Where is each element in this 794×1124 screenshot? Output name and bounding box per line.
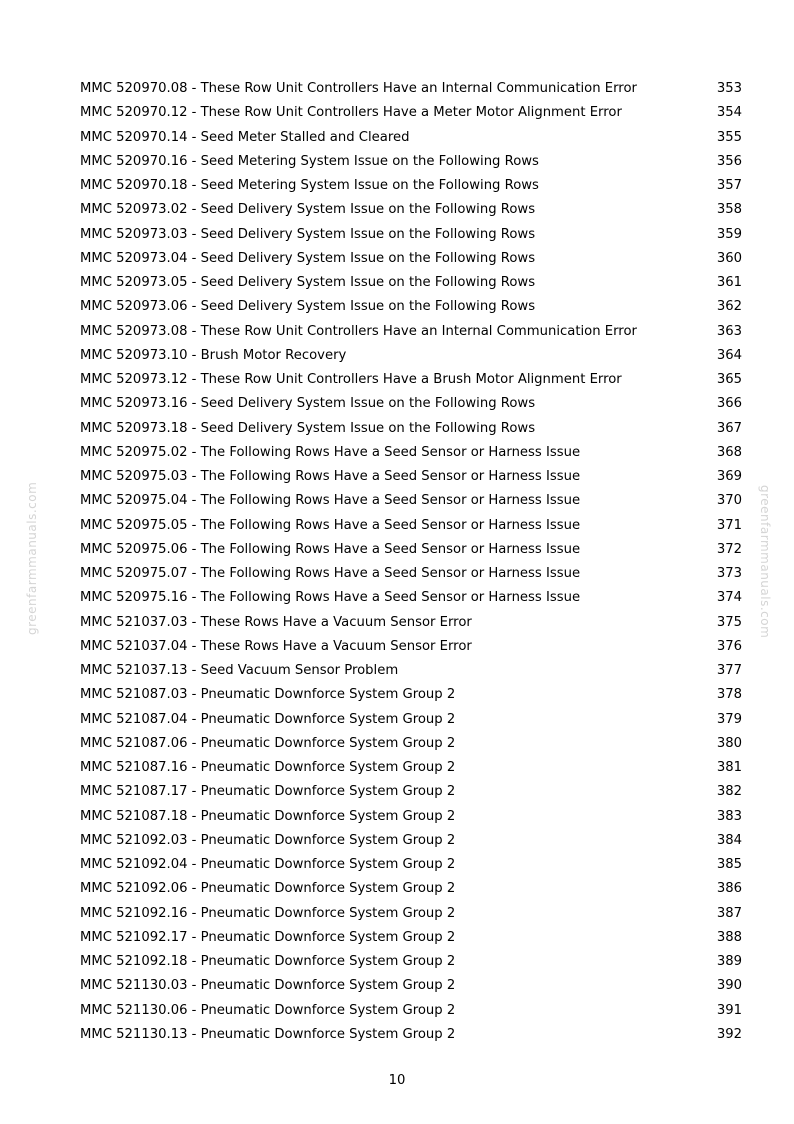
toc-entry[interactable] — [80, 441, 742, 465]
toc-entry-title[interactable]: MMC 520970.18 - Seed Metering System Issue on the Following Rows — [80, 178, 539, 193]
toc-entry-page-number[interactable]: 354 — [716, 105, 742, 121]
toc-entry[interactable] — [80, 368, 742, 392]
toc-entry[interactable] — [80, 1023, 742, 1047]
page-number: 10 — [388, 1073, 406, 1088]
toc-entry-title[interactable]: MMC 520973.02 - Seed Delivery System Issue on the Following Rows — [80, 202, 536, 218]
watermark-right: greenfarmmanuals.com — [758, 485, 772, 639]
toc-entry[interactable] — [80, 635, 742, 659]
toc-entry[interactable] — [80, 514, 742, 538]
toc-entry-title[interactable]: MMC 520975.16 - The Following Rows Have a Seed Sensor or Harness Issue — [80, 590, 581, 606]
toc-entry-page-number[interactable]: 367 — [716, 420, 742, 436]
toc-entry-title[interactable]: MMC 521087.03 - Pneumatic Downforce System Group 2 — [80, 687, 456, 703]
toc-entry-page-number[interactable]: 360 — [716, 250, 742, 266]
toc-entry-title[interactable]: MMC 520973.12 - These Row Unit Controllers Have a Brush Motor Alignment Error — [80, 372, 622, 387]
toc-entry[interactable] — [80, 562, 742, 586]
toc-entry[interactable] — [80, 150, 742, 174]
toc-entry-page-number[interactable]: 359 — [716, 226, 742, 242]
toc-entry-title[interactable]: MMC 521037.13 - Seed Vacuum Sensor Problem — [80, 663, 399, 678]
toc-entry-page-number[interactable]: 369 — [716, 469, 742, 484]
toc-entry-title[interactable]: MMC 521092.17 - Pneumatic Downforce System Group 2 — [80, 929, 456, 945]
toc-entry-title[interactable]: MMC 520973.18 - Seed Delivery System Issue on the Following Rows — [80, 420, 536, 436]
toc-entry-page-number[interactable]: 381 — [716, 760, 742, 775]
toc-entry[interactable] — [80, 829, 742, 853]
toc-entry[interactable] — [80, 708, 742, 732]
toc-entry-title[interactable]: MMC 521087.06 - Pneumatic Downforce System Group 2 — [80, 735, 456, 751]
toc-entry-page-number[interactable]: 390 — [716, 978, 742, 994]
toc-entry-page-number[interactable]: 373 — [716, 566, 742, 581]
toc-entry-page-number[interactable]: 371 — [716, 517, 742, 533]
toc-entry-page-number[interactable]: 392 — [716, 1026, 742, 1042]
toc-entry-title[interactable]: MMC 520975.03 - The Following Rows Have a Seed Sensor or Harness Issue — [80, 469, 581, 484]
watermark-left: greenfarmmanuals.com — [25, 481, 39, 635]
toc-entry-title[interactable]: MMC 521092.16 - Pneumatic Downforce System Group 2 — [80, 905, 456, 921]
toc-entry-page-number[interactable]: 383 — [716, 808, 742, 824]
toc-entry[interactable] — [80, 174, 742, 198]
toc-entry-title[interactable]: MMC 521130.03 - Pneumatic Downforce System Group 2 — [80, 978, 456, 994]
toc-entry[interactable] — [80, 999, 742, 1023]
toc-entry-page-number[interactable]: 368 — [716, 444, 742, 460]
toc-entry[interactable] — [80, 974, 742, 998]
toc-entry[interactable] — [80, 392, 742, 416]
toc-entry-title[interactable]: MMC 521087.16 - Pneumatic Downforce System Group 2 — [80, 760, 456, 775]
toc-entry[interactable] — [80, 853, 742, 877]
toc-entry-title[interactable]: MMC 521092.18 - Pneumatic Downforce System Group 2 — [80, 954, 456, 969]
toc-entry-title[interactable]: MMC 520973.03 - Seed Delivery System Issue on the Following Rows — [80, 226, 536, 242]
toc-entry[interactable] — [80, 489, 742, 513]
toc-entry-title[interactable]: MMC 521037.04 - These Rows Have a Vacuum Sensor Error — [80, 638, 472, 654]
toc-entry[interactable] — [80, 271, 742, 295]
toc-entry-page-number[interactable]: 385 — [716, 857, 742, 872]
toc-entry-page-number[interactable]: 391 — [716, 1002, 742, 1018]
toc-entry-title[interactable]: MMC 520975.04 - The Following Rows Have a Seed Sensor or Harness Issue — [80, 493, 581, 509]
toc-entry-page-number[interactable]: 363 — [716, 323, 742, 339]
toc-entry-page-number[interactable]: 382 — [716, 784, 742, 800]
toc-entry[interactable] — [80, 126, 742, 150]
toc-entry-page-number[interactable]: 380 — [716, 735, 742, 751]
toc-entry[interactable] — [80, 877, 742, 901]
toc-entry[interactable] — [80, 465, 742, 489]
toc-entry[interactable] — [80, 756, 742, 780]
toc-entry[interactable] — [80, 77, 742, 101]
toc-entry-page-number[interactable]: 355 — [716, 129, 742, 145]
toc-entry[interactable] — [80, 780, 742, 804]
toc-entry-page-number[interactable]: 357 — [716, 178, 742, 193]
toc-entry[interactable] — [80, 344, 742, 368]
toc-entry-title[interactable]: MMC 520975.05 - The Following Rows Have a Seed Sensor or Harness Issue — [80, 517, 581, 533]
toc-entry-page-number[interactable]: 356 — [716, 153, 742, 169]
toc-entry[interactable] — [80, 950, 742, 974]
toc-entry[interactable] — [80, 198, 742, 222]
toc-entry[interactable] — [80, 417, 742, 441]
toc-entry-title[interactable]: MMC 520970.14 - Seed Meter Stalled and Cleared — [80, 129, 410, 145]
toc-entry-title[interactable]: MMC 521130.06 - Pneumatic Downforce System Group 2 — [80, 1002, 456, 1018]
toc-entry-title[interactable]: MMC 520975.02 - The Following Rows Have a Seed Sensor or Harness Issue — [80, 444, 581, 460]
toc-entry-title[interactable]: MMC 520975.06 - The Following Rows Have a Seed Sensor or Harness Issue — [80, 541, 581, 557]
toc-entry[interactable] — [80, 295, 742, 319]
toc-list — [80, 77, 742, 1047]
toc-entry-page-number[interactable]: 384 — [716, 832, 742, 848]
toc-entry-title[interactable]: MMC 521087.18 - Pneumatic Downforce System Group 2 — [80, 808, 456, 824]
toc-entry-page-number[interactable]: 379 — [716, 711, 742, 727]
toc-entry-page-number[interactable]: 386 — [716, 881, 742, 897]
toc-entry[interactable] — [80, 586, 742, 610]
toc-entry-title[interactable]: MMC 520973.08 - These Row Unit Controllers Have an Internal Communication Error — [80, 323, 637, 339]
toc-entry-title[interactable]: MMC 521087.04 - Pneumatic Downforce System Group 2 — [80, 711, 456, 727]
toc-entry-title[interactable]: MMC 520973.06 - Seed Delivery System Issue on the Following Rows — [80, 299, 536, 315]
toc-entry-title[interactable]: MMC 520973.05 - Seed Delivery System Issue on the Following Rows — [80, 275, 536, 290]
toc-entry-page-number[interactable]: 364 — [716, 347, 742, 363]
toc-entry[interactable] — [80, 732, 742, 756]
toc-entry-title[interactable]: MMC 520975.07 - The Following Rows Have a Seed Sensor or Harness Issue — [80, 566, 581, 581]
toc-entry-page-number[interactable]: 370 — [716, 493, 742, 509]
toc-entry-title[interactable]: MMC 521037.03 - These Rows Have a Vacuum Sensor Error — [80, 614, 472, 630]
toc-entry-page-number[interactable]: 376 — [716, 638, 742, 654]
toc-entry[interactable] — [80, 223, 742, 247]
toc-entry-title[interactable]: MMC 520970.16 - Seed Metering System Issue on the Following Rows — [80, 153, 539, 169]
toc-entry-page-number[interactable]: 375 — [716, 614, 742, 630]
toc-entry-title[interactable]: MMC 520973.10 - Brush Motor Recovery — [80, 347, 347, 363]
toc-entry[interactable] — [80, 659, 742, 683]
toc-entry-page-number[interactable]: 353 — [716, 81, 742, 96]
toc-entry-page-number[interactable]: 366 — [716, 396, 742, 412]
toc-entry-title[interactable]: MMC 520973.16 - Seed Delivery System Issue on the Following Rows — [80, 396, 536, 412]
toc-entry[interactable] — [80, 683, 742, 707]
toc-entry[interactable] — [80, 320, 742, 344]
toc-entry-page-number[interactable]: 387 — [716, 905, 742, 921]
toc-entry[interactable] — [80, 902, 742, 926]
toc-entry[interactable] — [80, 611, 742, 635]
toc-entry-title[interactable]: MMC 520970.08 - These Row Unit Controllers Have an Internal Communication Error — [80, 81, 637, 96]
toc-entry[interactable] — [80, 101, 742, 125]
toc-entry-page-number[interactable]: 362 — [716, 299, 742, 315]
toc-entry-page-number[interactable]: 388 — [716, 929, 742, 945]
toc-entry-title[interactable]: MMC 521092.06 - Pneumatic Downforce System Group 2 — [80, 881, 456, 897]
toc-entry-title[interactable]: MMC 520970.12 - These Row Unit Controllers Have a Meter Motor Alignment Error — [80, 105, 622, 121]
toc-entry-title[interactable]: MMC 521087.17 - Pneumatic Downforce System Group 2 — [80, 784, 456, 800]
toc-entry-page-number[interactable]: 389 — [716, 954, 742, 969]
toc-entry-page-number[interactable]: 378 — [716, 687, 742, 703]
toc-entry-page-number[interactable]: 358 — [716, 202, 742, 218]
toc-entry-page-number[interactable]: 361 — [716, 275, 742, 290]
toc-entry-title[interactable]: MMC 521092.03 - Pneumatic Downforce System Group 2 — [80, 832, 456, 848]
toc-entry[interactable] — [80, 247, 742, 271]
toc-entry-page-number[interactable]: 377 — [716, 663, 742, 678]
toc-entry-title[interactable]: MMC 521092.04 - Pneumatic Downforce System Group 2 — [80, 857, 456, 872]
toc-entry[interactable] — [80, 538, 742, 562]
toc-entry-page-number[interactable]: 374 — [716, 590, 742, 606]
toc-entry[interactable] — [80, 926, 742, 950]
toc-entry-page-number[interactable]: 372 — [716, 541, 742, 557]
toc-entry-title[interactable]: MMC 520973.04 - Seed Delivery System Issue on the Following Rows — [80, 250, 536, 266]
toc-entry[interactable] — [80, 805, 742, 829]
toc-entry-title[interactable]: MMC 521130.13 - Pneumatic Downforce System Group 2 — [80, 1026, 456, 1042]
toc-entry-page-number[interactable]: 365 — [716, 372, 742, 387]
